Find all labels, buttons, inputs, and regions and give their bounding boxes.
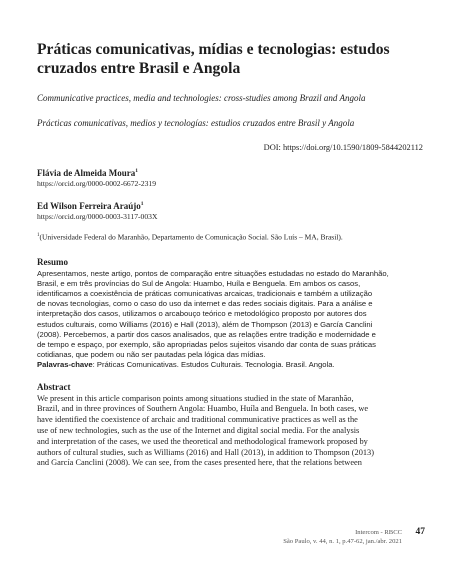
resumo-line: identificamos a coexistência de práticas comunicativas arcaicas, tradicionais e também a utilização [37,288,373,298]
abstract-line: Brazil, and in three provinces of Southern Angola: Huambo, Huíla and Benguela. In both cases, we [37,404,369,414]
resumo-line: estudos culturais, como Williams (2016) e Hall (2013), além de Thompson (2013) e García Canclini [37,319,373,329]
abstract-line: We present in this article comparison points among situations studied in the state of Maranhão, [37,393,354,403]
abstract-line: authors of cultural studies, such as Williams (2016) and Hall (2013), in addition to Thompson (2013) [37,447,374,457]
keywords: Palavras-chave: Práticas Comunicativas. Estudos Culturais. Tecnologia. Brasil. Angola. [37,360,335,370]
article-page [37,40,423,469]
page-number: 47 [415,527,425,537]
author-name: Flávia de Almeida Moura$^1$ [37,168,138,178]
article-title: Práticas comunicativas, mídias e tecnologias: estudos cruzados entre Brasil e Angola [37,41,390,77]
article-title-english: Communicative practices, media and technologies: cross-studies among Brazil and Angola [37,93,366,103]
abstract-body [37,394,423,470]
abstract-line: use of new technologies, such as the use of the Internet and digital social media. For the analysis [37,425,360,435]
affiliation: $^1$(Universidade Federal do Maranhão, Departamento de Comunicação Social. São Luís – MA, Brasil). [37,232,343,242]
article-title-spanish: Prácticas comunicativas, medios y tecnologías: estudios cruzados entre Brasil y Angola [37,118,355,128]
resumo-line: de novas tecnologias, como o caso do uso da internet e das redes sociais digitais. Para a análise e [37,299,373,309]
citation-info: São Paulo, v. 44, n. 1, p.47-62, jan./abr. 2021 [283,538,402,545]
abstract-line: and García Canclini (2008). We can see, from the cases presented here, that the relations between [37,458,362,468]
resumo-line: cotidianas, que podem ou não ser pautadas pela lógica das mídias. [37,350,266,360]
journal-name: Intercom - RBCC [355,529,402,536]
abstract-line: and interpretation of the cases, we used the theoretical and methodological framework proposed by [37,436,368,446]
resumo-heading: Resumo [37,256,68,267]
page-footer [283,528,402,546]
abstract-line: have identified the coexistence of archaic and traditional communicative practices as well as the [37,415,358,425]
author-name: Ed Wilson Ferreira Araújo$^1$ [37,201,144,211]
author-orcid[interactable]: https://orcid.org/0000-0002-6672-2319 [37,179,157,188]
resumo-line: de tempo e espaço, por exemplo, são apropriadas pelos sujeitos visando dar conta de suas práticas [37,339,376,349]
doi-link[interactable]: DOI: https://doi.org/10.1590/1809-5844202112 [263,143,423,152]
resumo-line: interpretação dos casos, utilizamos o arcabouço teórico e metodológico proposto por autores dos [37,309,367,319]
author-orcid[interactable]: https://orcid.org/0000-0003-3117-003X [37,212,158,221]
resumo-body [37,269,423,361]
abstract-heading: Abstract [37,381,71,392]
resumo-line: Brasil, e em três províncias do Sul de Angola: Huambo, Huíla e Benguela. Em ambos os casos, [37,278,361,288]
resumo-line: (2008). Percebemos, a partir dos casos analisados, que as relações entre tradição e modernidade e [37,329,376,339]
resumo-line: Apresentamos, neste artigo, pontos de comparação entre situações estudadas no estado do Maranhão, [37,268,389,278]
